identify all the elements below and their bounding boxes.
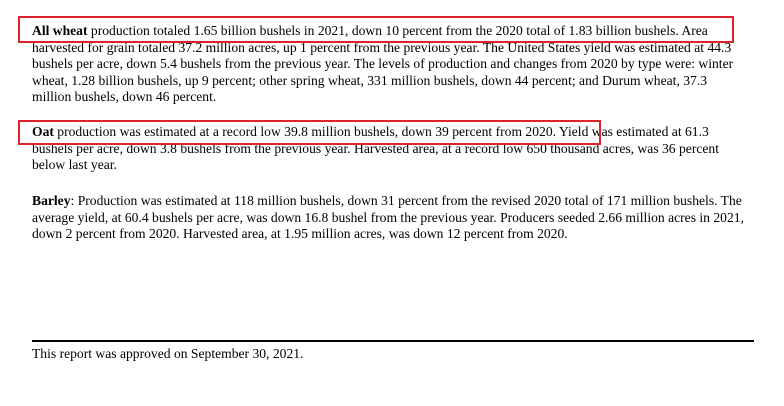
wheat-paragraph (32, 23, 744, 106)
footer-divider (32, 340, 754, 342)
approval-note: This report was approved on September 30, 2021. (32, 346, 304, 361)
oat-body-text: Yield was estimated at 61.3 bushels per acre, down 3.8 bushels from the previous year. Harvested area, at a record low 650 thousand acres, was 36 percent below last year. (32, 124, 720, 173)
wheat-lead: All wheat (32, 23, 88, 38)
oat-lead: Oat (32, 124, 54, 139)
oat-highlighted-text: production was estimated at a record low 39.8 million bushels, down 39 percent from 2020. (53, 124, 557, 139)
wheat-highlighted-text: production totaled 1.65 billion bushels in 2021, down 10 percent from the 2020 total of 1.83 billion bushels. (87, 23, 679, 38)
wheat-body-text: Area harvested for grain totaled 37.2 million acres, up 1 percent from the previous year. The United States yield was estimated at 44.3 bushels per acre, down 5.4 bushels from the previous year. The levels of production and changes from 2020 by type were: winter wheat, 1.28 billion bushels, up 9 percent; other spring wheat, 331 million bushels, down 44 percent; and Durum wheat, 37.3 million bushels, down 46 percent. (32, 23, 734, 105)
oat-paragraph (32, 124, 744, 174)
barley-paragraph (32, 193, 744, 243)
barley-lead: Barley (32, 193, 71, 208)
barley-body-text: : Production was estimated at 118 million bushels, down 31 percent from the revised 2020 total of 171 million bushels. The average yield, at 60.4 bushels per acre, was down 16.8 bushel from the previous year. Producers seeded 2.66 million acres in 2021, down 2 percent from 2020. Harvested area, at 1.95 million acres, was down 12 percent from 2020. (32, 193, 744, 242)
